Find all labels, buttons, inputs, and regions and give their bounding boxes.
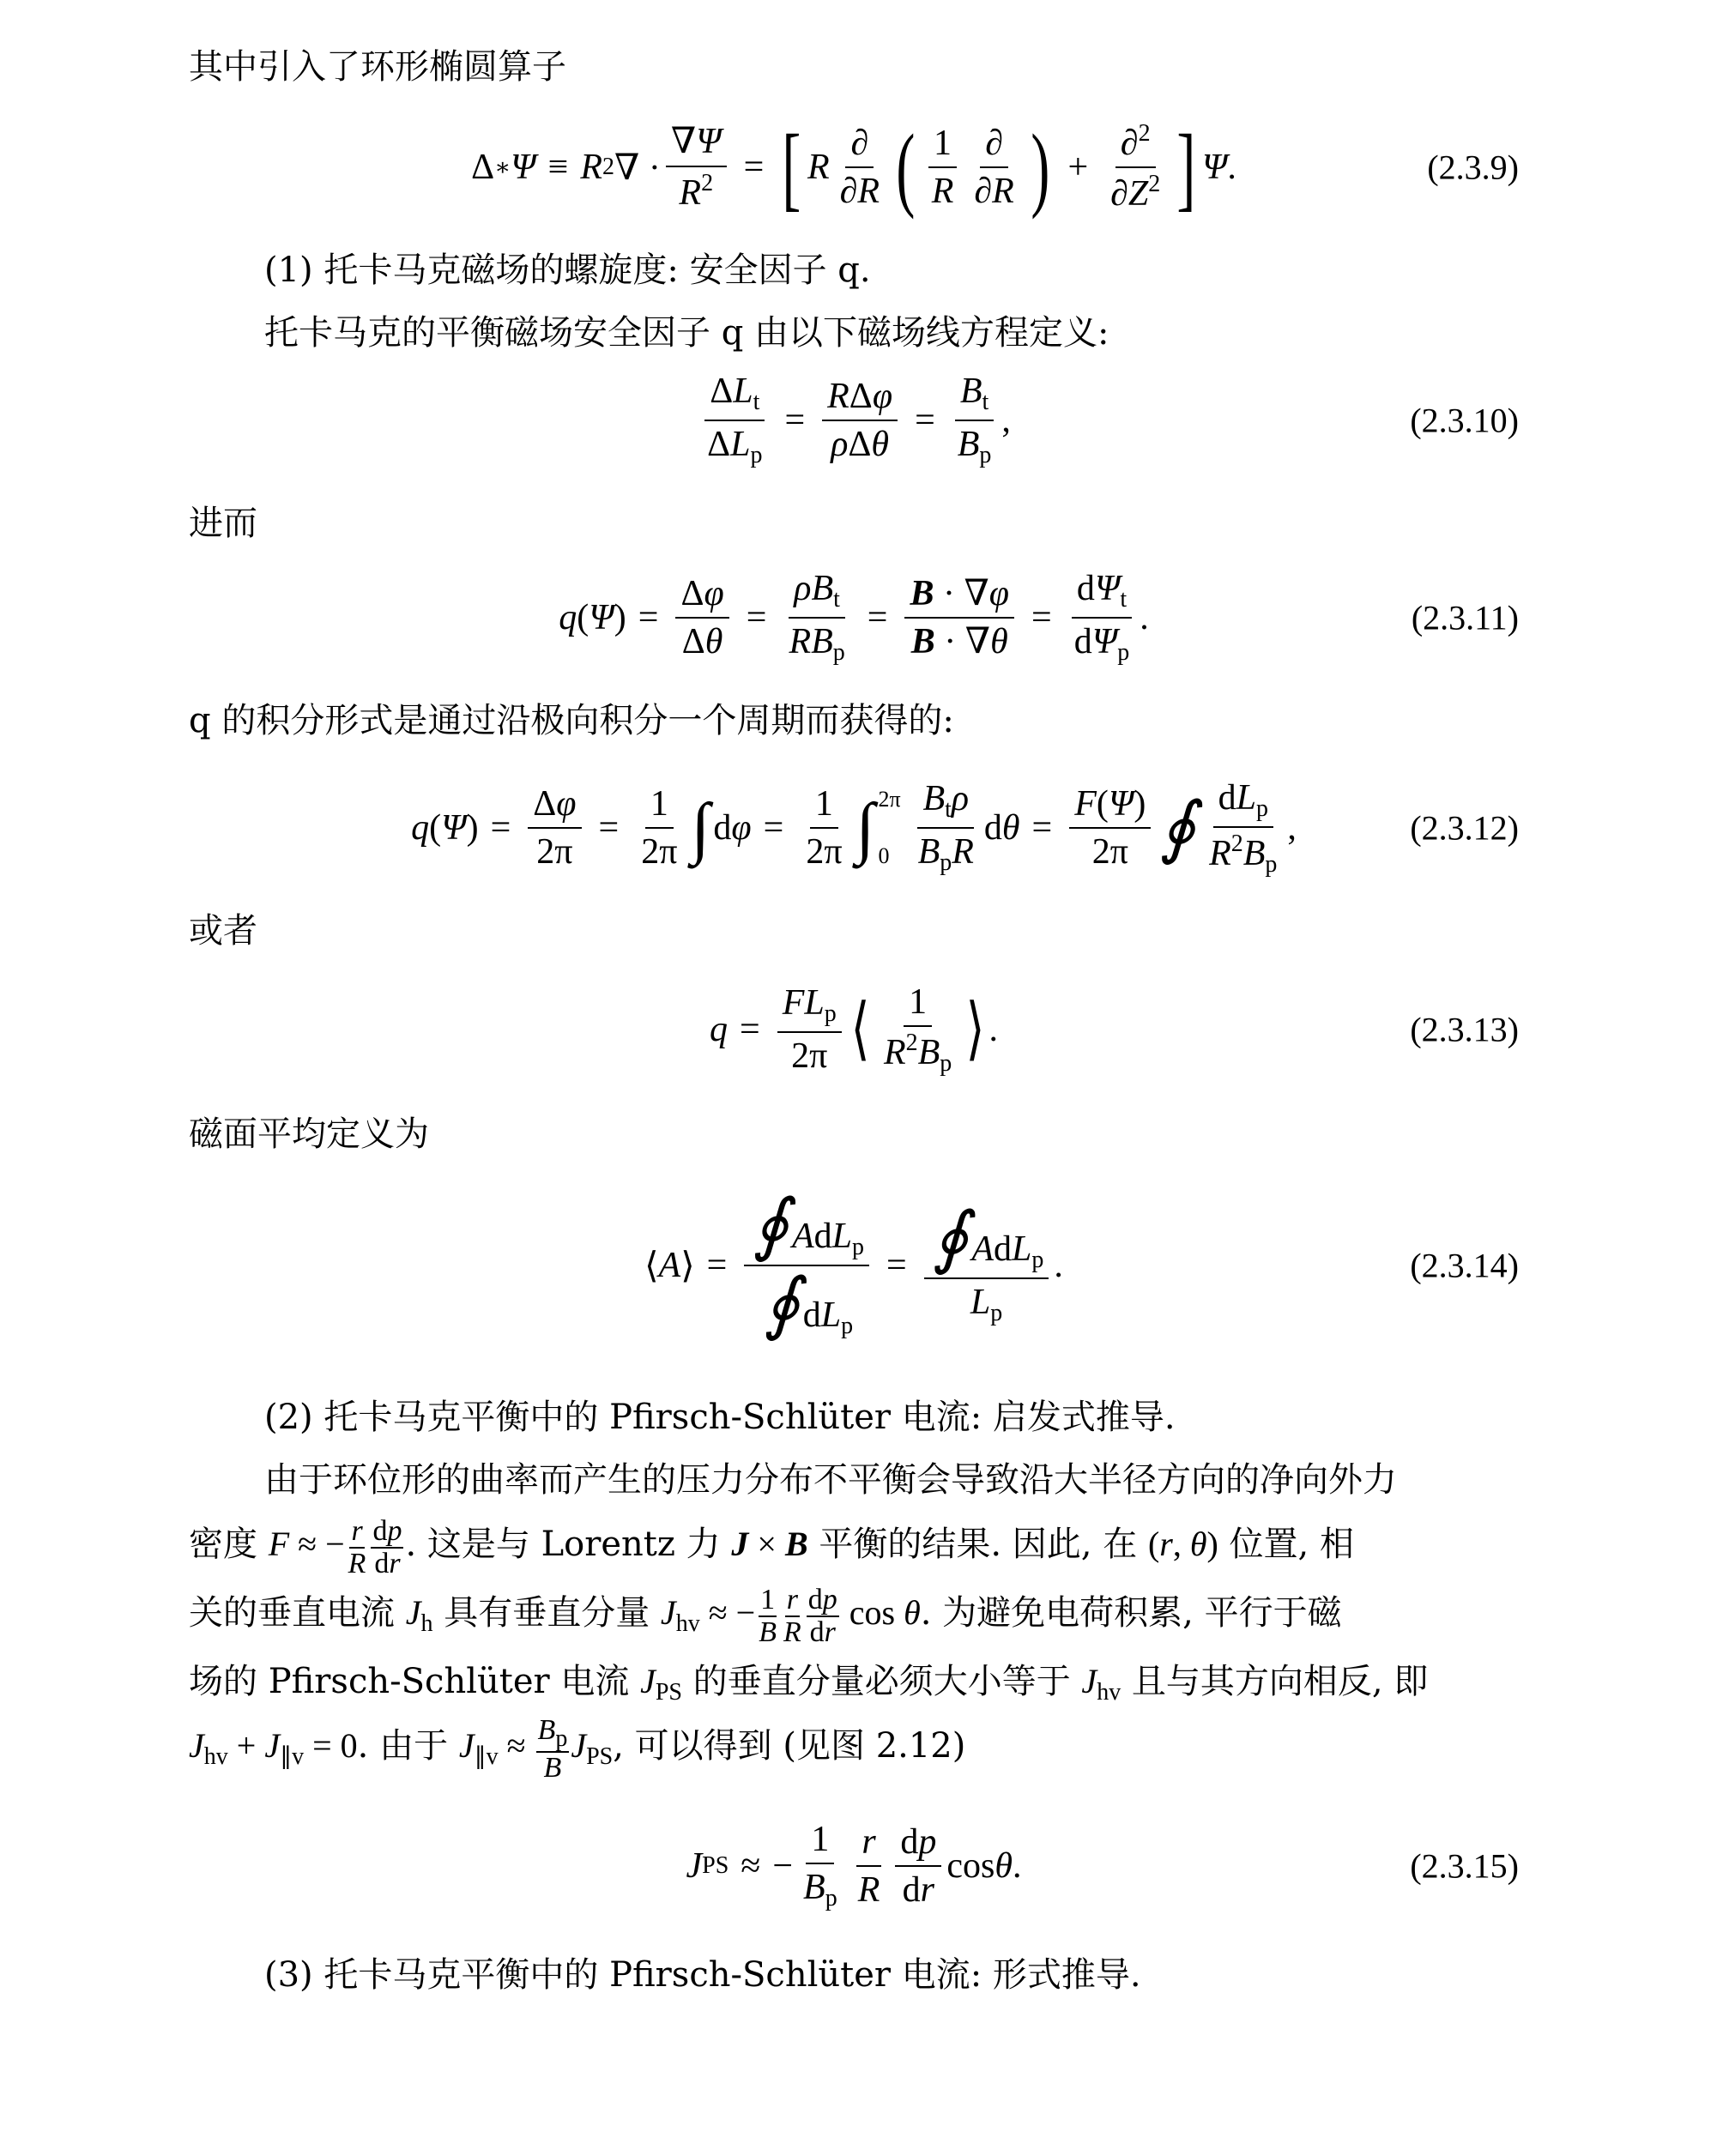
paragraph-text: 或者: [189, 911, 257, 951]
paragraph-surface-average: [189, 1100, 1519, 1169]
text-intro: 其中引入了环形椭圆算子: [189, 47, 566, 87]
equation-2-3-13: [189, 974, 1519, 1085]
paragraph-text: , 可以得到 (见图 2.12): [613, 1726, 966, 1766]
paragraph-text: . 为避免电荷积累, 平行于磁: [920, 1593, 1342, 1633]
heading-safety-factor: [189, 236, 1519, 305]
formula-safety-factor-integral: q ( Ψ ) = $\frac{\Delta\varphi}{2\pi}$ = $\frac{1}{2\pi}$ ∫ d φ = $\frac{1}{2\pi}$ ∫ 2π 0 $\frac{B_t\rho}{B_pR}$ d θ = $\frac{F(\Psi)}{2\pi}$ ∮ $\frac{dL_p}{R^2B_p}$ ,: [411, 777, 1297, 878]
paragraph-text: 场的 Pfirsch-Schlüter 电流: [189, 1662, 630, 1701]
paragraph-text: q 的积分形式是通过沿极向积分一个周期而获得的:: [189, 701, 954, 740]
paragraph-text: 磁面平均定义为: [189, 1114, 429, 1154]
paragraph-text: 具有垂直分量: [444, 1593, 650, 1633]
inline-formula-jhv-2: $J_{hv}$: [1081, 1662, 1121, 1706]
formula-flux-surface-average: ⟨ A ⟩ = $\frac{∮AdL_p}{∮dL_p}$ = $\frac{∮AdL_p}{L_p}$ .: [644, 1187, 1063, 1342]
formula-safety-factor-average: q = $\frac{FL_p}{2\pi}$ ⟨ $\frac{1}{R^2B_p}$ ⟩ .: [710, 981, 998, 1077]
paragraph-text: 进而: [189, 504, 257, 543]
formula-ps-current: J PS ≈ − $\frac{1}{B_p}$ $\frac{r}{R}$ $\frac{dp}{dr}$ cos θ .: [686, 1820, 1022, 1912]
inline-formula-lorentz: J × B: [731, 1525, 808, 1563]
heading-text: (3) 托卡马克平衡中的 Pfirsch-Schlüter 电流: 形式推导.: [264, 1955, 1141, 1995]
equation-2-3-14: [189, 1180, 1519, 1351]
heading-text: (2) 托卡马克平衡中的 Pfirsch-Schlüter 电流: 启发式推导.: [264, 1398, 1176, 1437]
paragraph-text: 且与其方向相反, 即: [1131, 1662, 1429, 1701]
equation-number: (2.3.14): [1410, 1246, 1519, 1285]
heading-ps-heuristic: [189, 1383, 1519, 1452]
paragraph-integral-form: [189, 686, 1519, 755]
heading-text: (1) 托卡马克磁场的螺旋度: 安全因子 q.: [264, 251, 871, 290]
equation-number: (2.3.15): [1410, 1846, 1519, 1886]
paragraph-text: 的垂直分量必须大小等于: [692, 1662, 1071, 1701]
formula-toroidal-elliptic-operator: Δ ∗ Ψ ≡ R 2 ∇ · $\frac{\nabla\Psi}{R^2}$ = [ R $\frac{\partial}{\partial R}$ ( $\frac{1}{R}$ $\frac{\partial}{\partial R}$ ) + $\frac{\partial^2}{\partial Z^2}$ ] Ψ .: [471, 115, 1236, 220]
inline-formula-jhv: $J_{hv}$ ≈ − $\frac{1}{B}$ $\frac{r}{R}$ $\frac{dp}{dr}$ cos θ: [660, 1584, 921, 1648]
equation-2-3-9: [189, 112, 1519, 223]
paragraph-text: 位置, 相: [1229, 1525, 1354, 1564]
equation-2-3-10: [189, 369, 1519, 472]
equation-2-3-15: [189, 1810, 1519, 1922]
inline-formula-jparallel: $J_{\parallel v}$ ≈ $\frac{B_p}{B}$ $J_{PS}$: [458, 1713, 614, 1785]
paragraph-ps-line-1: [189, 1446, 1519, 1514]
paragraph-text: 密度: [189, 1525, 257, 1564]
inline-formula-jh: $J_h$: [405, 1593, 433, 1637]
paragraph-ps-line-5: [189, 1712, 1519, 1791]
heading-ps-formal: [189, 1941, 1519, 2009]
inline-formula-position: (r, θ): [1147, 1525, 1218, 1563]
paragraph-text: 平衡的结果. 因此, 在: [819, 1525, 1138, 1564]
equation-number: (2.3.11): [1411, 598, 1519, 637]
equation-2-3-11: [189, 566, 1519, 669]
equation-number: (2.3.9): [1427, 148, 1519, 187]
paragraph-ps-line-2: [189, 1510, 1519, 1579]
inline-formula-sum-zero: $J_{hv} + J_{\parallel v} = 0$: [189, 1726, 358, 1770]
formula-field-line-equation: $\frac{\Delta L_t}{\Delta L_p}$ = $\frac{\text{RΔφ}}{\text{ρΔθ}}$ = $\frac{B_t}{B_p}$ ,: [697, 371, 1011, 469]
paragraph-field-line: [189, 299, 1519, 367]
equation-number: (2.3.13): [1410, 1010, 1519, 1049]
paragraph-or: [189, 897, 1519, 965]
equation-2-3-12: [189, 764, 1519, 892]
paragraph-text: . 由于: [357, 1726, 449, 1766]
paragraph-thus: [189, 489, 1519, 558]
formula-safety-factor: q ( Ψ ) = $\frac{\Delta\varphi}{\Delta\theta}$ = $\frac{\rho B_t}{RB_p}$ = $\frac{B \cdot \nabla\varphi}{B \cdot \nabla\theta}$ = $\frac{d\Psi_t}{d\Psi_p}$ .: [559, 569, 1149, 666]
paragraph-text: 托卡马克的平衡磁场安全因子 q 由以下磁场线方程定义:: [264, 313, 1109, 353]
equation-number: (2.3.10): [1410, 401, 1519, 440]
paragraph-text: . 这是与 Lorentz 力: [405, 1525, 721, 1564]
inline-formula-jps: $J_{PS}$: [640, 1662, 682, 1706]
paragraph-text: 由于环位形的曲率而产生的压力分布不平衡会导致沿大半径方向的净向外力: [264, 1460, 1397, 1500]
paragraph-intro: [189, 33, 1519, 101]
paragraph-text: 关的垂直电流: [189, 1593, 395, 1633]
inline-formula-force-density: F ≈ − $\frac{r}{R}$ $\frac{dp}{dr}$: [268, 1515, 402, 1579]
equation-number: (2.3.12): [1410, 808, 1519, 848]
